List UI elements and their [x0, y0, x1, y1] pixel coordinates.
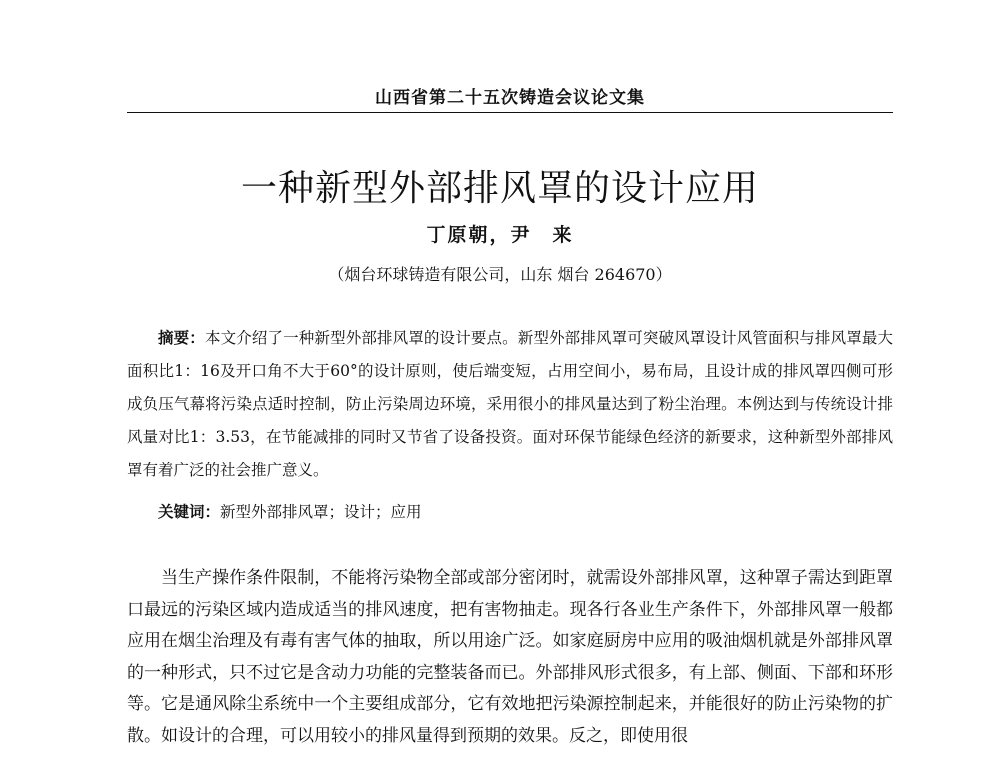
keywords	[127, 497, 893, 527]
paper-title: 一种新型外部排风罩的设计应用	[240, 168, 759, 210]
keywords-label: 关键词：	[158, 503, 221, 521]
authors: 丁原朝，尹 来	[426, 224, 574, 246]
body-paragraph: 当生产操作条件限制，不能将污染物全部或部分密闭时，就需设外部排风罩，这种罩子需达到距罩口最远的污染区域内造成适当的排风速度，把有害物抽走。现各行各业生产条件下，外部排风罩一般都应用在烟尘治理及有毒有害气体的抽取，所以用途广泛。如家庭厨房中应用的吸油烟机就是外部排风罩的一种形式，只不过它是含动力功能的完整装备而已。外部排风形式很多，有上部、侧面、下部和环形等。它是通风除尘系统中一个主要组成部分，它有效地把污染源控制起来，并能很好的防止污染物的扩散。如设计的合理，可以用较小的排风量得到预期的效果。反之，即使用很	[127, 568, 893, 746]
abstract	[127, 322, 893, 487]
abstract-text: 本文介绍了一种新型外部排风罩的设计要点。新型外部排风罩可突破风罩设计风管面积与排风罩最大面积比1：16及开口角不大于60°的设计原则，使后端变短，占用空间小，易布局，且设计成的排风罩四侧可形成负压气幕将污染点适时控制，防止污染周边环境，采用很小的排风量达到了粉尘治理。本例达到与传统设计排风量对比1：3.53，在节能减排的同时又节省了设备投资。面对环保节能绿色经济的新要求，这种新型外部排风罩有着广泛的社会推广意义。	[127, 329, 893, 479]
abstract-label: 摘要：	[158, 329, 205, 347]
header-rule	[127, 112, 893, 113]
affiliation: （烟台环球铸造有限公司，山东 烟台 264670）	[328, 265, 672, 284]
keywords-text: 新型外部排风罩；设计；应用	[220, 503, 422, 521]
running-header: 山西省第二十五次铸造会议论文集	[375, 88, 645, 108]
